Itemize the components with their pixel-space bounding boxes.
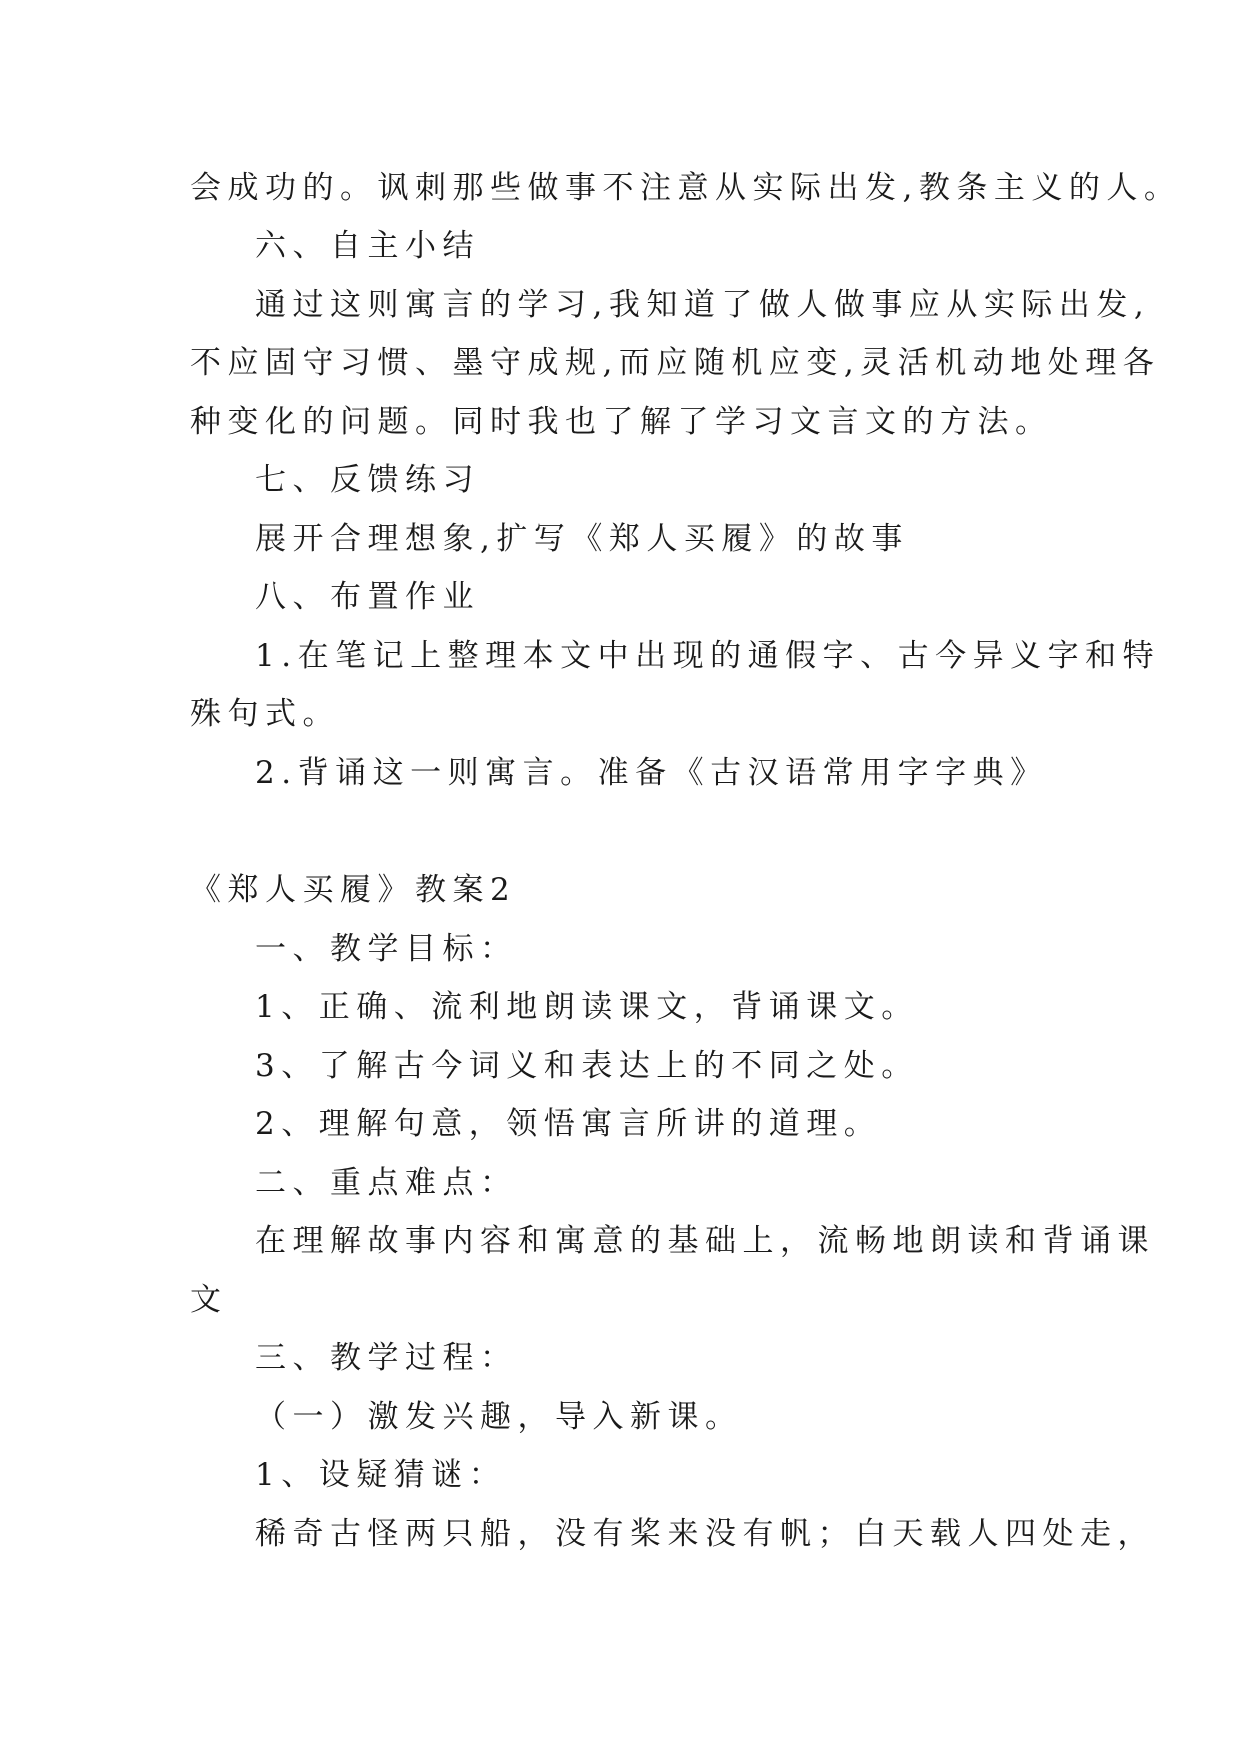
body-text-line: 种变化的问题。同时我也了解了学习文言文的方法。 xyxy=(190,404,1053,440)
body-text-line: 2.背诵这一则寓言。准备《古汉语常用字字典》 xyxy=(255,755,1048,791)
body-text-line: 稀奇古怪两只船，没有桨来没有帆；白天载人四处走， xyxy=(255,1516,1155,1552)
section-heading: 八、布置作业 xyxy=(255,579,480,615)
body-text-line: 2、理解句意，领悟寓言所讲的道理。 xyxy=(255,1106,882,1142)
body-text-line: 会成功的。讽刺那些做事不注意从实际出发,教条主义的人。 xyxy=(190,170,1182,206)
section-heading: 一、教学目标： xyxy=(255,931,518,967)
body-text-line: 殊句式。 xyxy=(190,696,340,732)
section-heading: 三、教学过程： xyxy=(255,1340,518,1376)
section-heading: 六、自主小结 xyxy=(255,228,480,264)
body-text-line: 1、设疑猜谜： xyxy=(255,1457,507,1493)
document-title: 《郑人买履》教案2 xyxy=(190,872,517,908)
body-text-line: 3、了解古今词义和表达上的不同之处。 xyxy=(255,1048,919,1084)
section-heading: 二、重点难点： xyxy=(255,1165,518,1201)
body-text-line: 不应固守习惯、墨守成规,而应随机应变,灵活机动地处理各 xyxy=(190,345,1161,381)
section-heading: 七、反馈练习 xyxy=(255,462,480,498)
body-text-line: 通过这则寓言的学习,我知道了做人做事应从实际出发, xyxy=(255,287,1151,323)
body-text-line: （一）激发兴趣，导入新课。 xyxy=(255,1399,743,1435)
body-text-line: 文 xyxy=(190,1282,228,1318)
body-text-line: 在理解故事内容和寓意的基础上，流畅地朗读和背诵课 xyxy=(255,1223,1155,1259)
body-text-line: 1.在笔记上整理本文中出现的通假字、古今异义字和特 xyxy=(255,638,1161,674)
body-text-line: 展开合理想象,扩写《郑人买履》的故事 xyxy=(255,521,909,557)
body-text-line: 1、正确、流利地朗读课文，背诵课文。 xyxy=(255,989,919,1025)
